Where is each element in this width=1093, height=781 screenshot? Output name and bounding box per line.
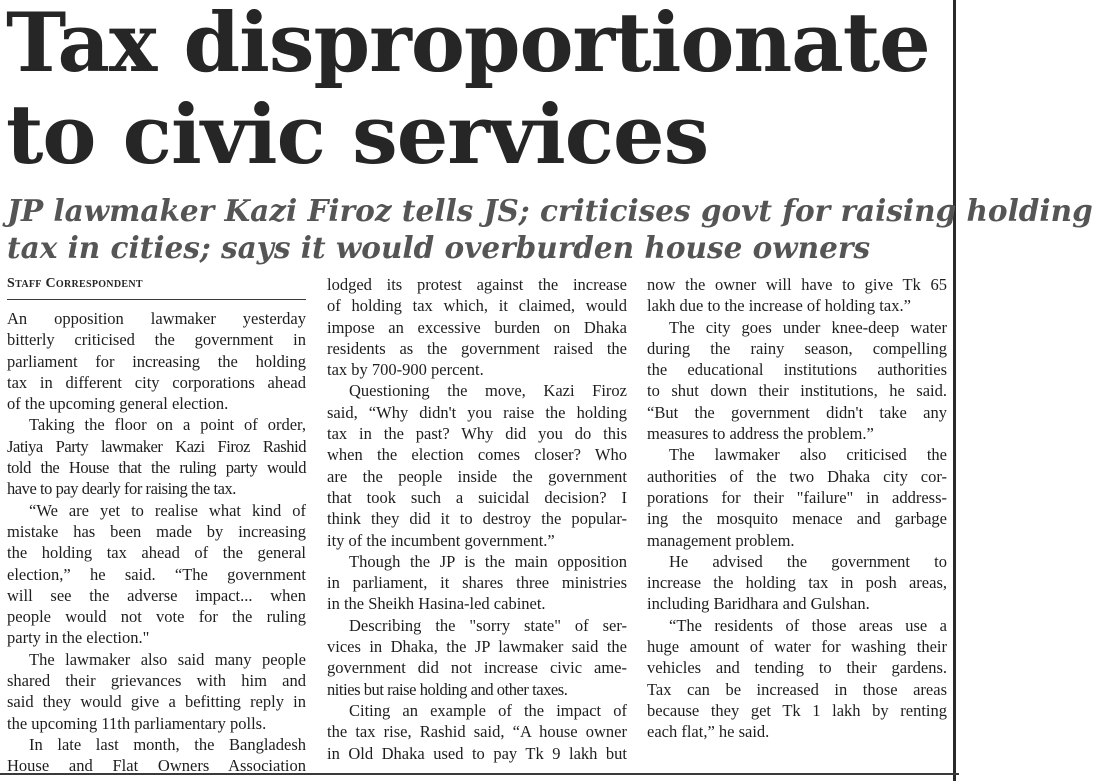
text-line: the holding tax ahead of the general: [7, 543, 306, 563]
text-line: said they would give a befitting reply in: [7, 692, 306, 712]
text-line: said, “Why didn't you raise the holding: [327, 402, 627, 422]
text-line: in Old Dhaka used to pay Tk 9 lakh but: [327, 743, 627, 763]
article-column-3: [647, 274, 947, 743]
subheadline-line: tax in cities; says it would overburden house owners: [7, 230, 871, 265]
text-line: The lawmaker also criticised the: [669, 445, 947, 465]
text-line: authorities of the two Dhaka city cor-: [647, 466, 947, 486]
text-line: tax in different city corporations ahead: [7, 372, 306, 392]
text-line: of holding tax which, it claimed, would: [327, 296, 627, 316]
text-line: tax by 700-900 percent.: [327, 360, 484, 380]
text-line: bitterly criticised the government in: [7, 330, 306, 350]
text-line: vehicles and tending to their gardens.: [647, 658, 947, 678]
article-column-1: [7, 308, 306, 777]
text-line: government did not increase civic ame-: [327, 658, 627, 678]
text-line: that took such a suicidal decision? I: [327, 487, 627, 507]
text-line: including Baridhara and Gulshan.: [647, 594, 870, 614]
text-line: are the people inside the government: [327, 466, 627, 486]
text-line: residents as the government raised the: [327, 338, 627, 358]
text-line: party in the election.": [7, 628, 150, 648]
headline-line: Tax disproportionate: [6, 0, 930, 91]
text-line: when the election comes closer? Who: [327, 445, 627, 465]
text-line: “We are yet to realise what kind of: [29, 500, 306, 520]
text-line: in the Sheikh Hasina-led cabinet.: [327, 594, 546, 614]
text-line: people would not vote for the ruling: [7, 607, 306, 627]
text-line: impose an excessive burden on Dhaka: [327, 317, 627, 337]
text-line: Describing the "sorry state" of ser-: [349, 615, 627, 635]
headline-line: to civic services: [6, 88, 709, 183]
article-column-2: [327, 274, 627, 764]
text-line: the tax rise, Rashid said, “A house owner: [327, 722, 627, 742]
text-line: management problem.: [647, 530, 795, 550]
text-line: House and Flat Owners Association: [7, 756, 306, 776]
text-line: have to pay dearly for raising the tax.: [7, 479, 236, 499]
right-border-rule: [953, 0, 956, 781]
text-line: The lawmaker also said many people: [29, 649, 306, 669]
byline-rule: [7, 299, 306, 300]
text-line: because they get Tk 1 lakh by renting: [647, 700, 947, 720]
text-line: huge amount of water for washing their: [647, 637, 947, 657]
text-line: ing the mosquito menace and garbage: [647, 509, 947, 529]
text-line: the upcoming 11th parliamentary polls.: [7, 713, 267, 733]
text-line: election,” he said. “The government: [7, 564, 306, 584]
text-line: nities but raise holding and other taxes.: [327, 679, 568, 699]
subheadline-line: JP lawmaker Kazi Firoz tells JS; criticises govt for raising holding: [7, 193, 1093, 228]
text-line: shared their grievances with him and: [7, 671, 306, 691]
text-line: parliament for increasing the holding: [7, 351, 306, 371]
text-line: Taking the floor on a point of order,: [29, 415, 306, 435]
text-line: In late last month, the Bangladesh: [29, 734, 306, 754]
text-line: Citing an example of the impact of: [349, 700, 627, 720]
text-line: during the rainy season, compelling: [647, 338, 947, 358]
text-line: to shut down their institutions, he said.: [647, 381, 947, 401]
headline: [6, 0, 930, 182]
text-line: ity of the incumbent government.”: [327, 530, 555, 550]
text-line: measures to address the problem.”: [647, 424, 874, 444]
text-line: think they did it to destroy the popular-: [327, 509, 627, 529]
text-line: Jatiya Party lawmaker Kazi Firoz Rashid: [7, 436, 306, 456]
text-line: told the House that the ruling party would: [7, 458, 306, 478]
text-line: porations for their "failure" in address-: [647, 487, 947, 507]
text-line: Though the JP is the main opposition: [349, 551, 627, 571]
text-line: Questioning the move, Kazi Firoz: [349, 381, 627, 401]
text-line: in parliament, it shares three ministries: [327, 573, 627, 593]
text-line: “The residents of those areas use a: [669, 615, 947, 635]
text-line: the educational institutions authorities: [647, 360, 947, 380]
text-line: will see the adverse impact... when: [7, 585, 306, 605]
text-line: lakh due to the increase of holding tax.”: [647, 296, 911, 316]
byline: Staff Correspondent: [7, 276, 143, 291]
text-line: lodged its protest against the increase: [327, 275, 627, 294]
text-line: now the owner will have to give Tk 65: [647, 275, 947, 294]
subheadline: [7, 192, 1093, 266]
text-line: Tax can be increased in those areas: [647, 679, 947, 699]
text-line: each flat,” he said.: [647, 722, 770, 742]
text-line: An opposition lawmaker yesterday: [7, 309, 306, 328]
text-line: tax in the past? Why did you do this: [327, 424, 627, 444]
text-line: The city goes under knee-deep water: [669, 317, 947, 337]
text-line: He advised the government to: [669, 551, 947, 571]
text-line: increase the holding tax in posh areas,: [647, 573, 947, 593]
text-line: vices in Dhaka, the JP lawmaker said the: [327, 637, 627, 657]
text-line: “But the government didn't take any: [647, 402, 947, 422]
text-line: mistake has been made by increasing: [7, 521, 306, 541]
text-line: of the upcoming general election.: [7, 394, 229, 414]
